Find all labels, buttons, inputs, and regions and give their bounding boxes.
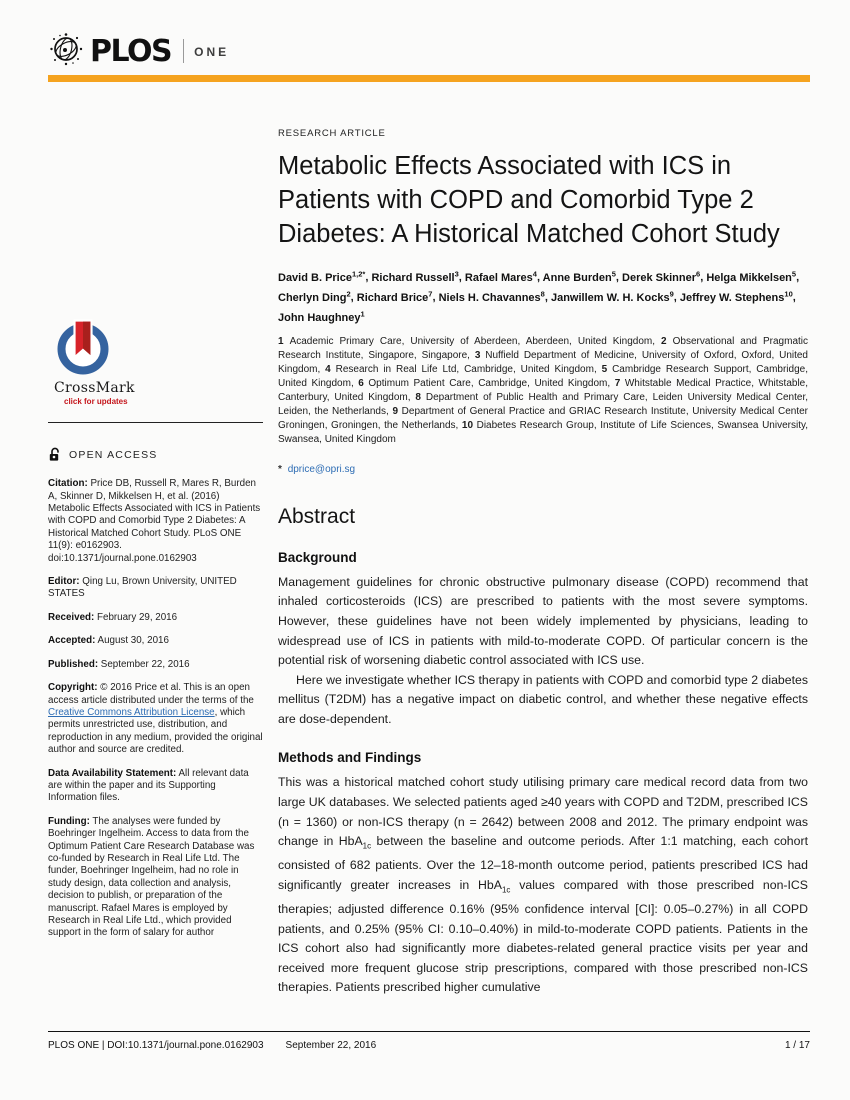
author-affiliation-sup: 5 <box>611 269 616 278</box>
author: Jeffrey W. Stephens$^{10}$ <box>679 289 793 304</box>
open-lock-icon <box>48 447 62 462</box>
author: John Haughney$^1$ <box>278 309 365 324</box>
article-title: Metabolic Effects Associated with ICS in Patients with COPD and Comorbid Type 2 Diabetes: A Historical Matched Cohort Study <box>278 152 780 248</box>
sidebar <box>48 318 263 951</box>
abstract-paragraph: Management guidelines for chronic obstructive pulmonary disease (COPD) recommend that inhaled corticosteroids (ICS) are prescribed to patients with the most severe symptoms. However, these guidelines have not been widely implemented by physicians, leading to widespread use of ICS in patients with mild-to-moderate COPD. Of particular concern is the potential risk of worsening diabetic control associated with ICS use. <box>278 574 808 668</box>
sidebar-entry-label: Received: <box>48 611 95 623</box>
affiliation: 2 Observational and Pragmatic Research Institute, Singapore, Singapore <box>278 336 809 362</box>
abstract-paragraph: Here we investigate whether ICS therapy in patients with COPD and comorbid type 2 diabetes mellitus (T2DM) has a negative impact on diabetic control, and whether these negative effects are dose-dependent. <box>278 672 808 726</box>
article-main <box>278 128 808 998</box>
page-footer <box>48 1040 810 1051</box>
author: Niels H. Chavannes$^8$ <box>438 289 545 304</box>
affiliation: 4 Research in Real Life Ltd, Cambridge, United Kingdom <box>325 364 594 376</box>
footer-page-number: 1 / 17 <box>784 1040 810 1051</box>
sidebar-entry-published: Published: September 22, 2016 <box>48 658 190 670</box>
author-affiliation-sup: 4 <box>532 269 537 278</box>
crossmark-label: CrossMark <box>54 380 135 397</box>
sidebar-entries <box>48 478 263 940</box>
sidebar-entry-label: Copyright: <box>48 682 98 694</box>
affiliation: 7 Whitstable Medical Practice, Whitstable, Canterbury, United Kingdom <box>278 378 809 404</box>
author: Janwillem W. H. Kocks$^9$ <box>550 289 674 304</box>
author-list: David B. Price$^{1,2*}$, Richard Russell$^3$, Rafael Mares$^4$, Anne Burden$^5$, Derek Skinner$^6$, Helga Mikkelsen$^5$, Cherlyn Ding$^2$, Richard Brice$^7$, Niels H. Chavannes$^8$, Janwillem W. H. Kocks$^9$, Jeffrey W. Stephens$^{10}$, John Haughney$^1$ <box>278 269 800 324</box>
author: Richard Brice$^7$ <box>356 289 433 304</box>
cc-license-link[interactable]: Creative Commons Attribution License <box>48 706 215 718</box>
author: Derek Skinner$^6$ <box>622 269 701 284</box>
sidebar-entry-label: Funding: <box>48 815 90 827</box>
affiliation: 8 Department of Public Health and Primary Care, Leiden University Medical Center, Leiden, the Netherlands <box>278 392 809 417</box>
sidebar-entry-data-availability: Data Availability Statement: All relevant data are within the paper and its Supporting Information files. <box>48 767 249 804</box>
sidebar-entry-label: Data Availability Statement: <box>48 767 177 779</box>
footer-date: September 22, 2016 <box>285 1040 377 1051</box>
author: Rafael Mares$^4$ <box>464 269 537 284</box>
author-affiliation-sup: 5 <box>791 269 797 278</box>
author-affiliation-sup: 9 <box>669 289 674 299</box>
affiliation: 10 Diabetes Research Group, Institute of Life Sciences, Swansea University, Swansea, United Kingdom <box>278 419 809 445</box>
affiliation: 1 Academic Primary Care, University of Aberdeen, Aberdeen, United Kingdom <box>278 336 653 348</box>
author: Richard Russell$^3$ <box>371 269 459 284</box>
author-affiliation-sup: 1 <box>360 309 365 319</box>
journal-edition: ONE <box>194 45 230 59</box>
open-access-badge <box>48 447 263 462</box>
abstract-body <box>278 550 808 998</box>
author-affiliation-sup: 3 <box>454 269 459 278</box>
author-affiliation-sup: 7 <box>428 289 433 299</box>
correspondence-marker: * <box>278 463 282 475</box>
affiliation-list: 1 Academic Primary Care, University of Aberdeen, Aberdeen, United Kingdom, 2 Observational and Pragmatic Research Institute, Singapore, Singapore, 3 Nuffield Department of Medicine, University of Oxford, Oxford, United Kingdom, 4 Research in Real Life Ltd, Cambridge, United Kingdom, 5 Cambridge Research Support, Cambridge, United Kingdom, 6 Optimum Patient Care, Cambridge, United Kingdom, 7 Whitstable Medical Practice, Whitstable, Canterbury, United Kingdom, 8 Department of Public Health and Primary Care, Leiden University Medical Center, Leiden, the Netherlands, 9 Department of General Practice and GRIAC Research Institute, University Medical Center Groningen, Groningen, the Netherlands, 10 Diabetes Research Group, Institute of Life Sciences, Swansea University, Swansea, United Kingdom <box>278 336 809 445</box>
affiliation: 9 Department of General Practice and GRIAC Research Institute, University Medical Center Groningen, Groningen, the Netherlands <box>278 406 808 431</box>
plos-wordmark: PLOS <box>90 33 172 69</box>
footer-journal-doi: PLOS ONE | DOI:10.1371/journal.pone.0162903 <box>48 1040 264 1051</box>
crossmark-badge[interactable] <box>54 318 174 408</box>
author: Anne Burden$^5$ <box>542 269 616 284</box>
plos-globe-icon <box>48 31 84 72</box>
abstract-heading: Abstract <box>278 504 356 528</box>
sidebar-entry-citation: Citation: Price DB, Russell R, Mares R, Burden A, Skinner D, Mikkelsen H, et al. (2016) Metabolic Effects Associated with ICS in Patients with COPD and Comorbid Type 2 Diabetes: A Historical Matched Cohort Study. PLoS ONE 11(9): e0162903. doi:10.1371/journal.pone.0162903 <box>48 478 261 564</box>
corresponding-email-link[interactable]: dprice@opri.sg <box>287 463 356 475</box>
sidebar-entry-label: Published: <box>48 658 99 670</box>
author-affiliation-sup: 8 <box>540 289 545 299</box>
sidebar-divider <box>48 422 263 423</box>
sidebar-entry-label: Citation: <box>48 478 88 490</box>
author-affiliation-sup: 2 <box>346 289 351 299</box>
journal-masthead <box>48 30 229 72</box>
sidebar-entry-label: Accepted: <box>48 635 96 647</box>
sidebar-entry-editor: Editor: Qing Lu, Brown University, UNITED STATES <box>48 576 237 600</box>
affiliation: 5 Cambridge Research Support, Cambridge, United Kingdom <box>278 364 808 390</box>
sidebar-entry-accepted: Accepted: August 30, 2016 <box>48 635 169 647</box>
crossmark-icon <box>54 318 112 376</box>
sidebar-entry-received: Received: February 29, 2016 <box>48 611 178 623</box>
affiliation: 6 Optimum Patient Care, Cambridge, United Kingdom <box>358 378 608 390</box>
author: David B. Price$^{1,2*}$ <box>278 269 366 284</box>
footer-divider <box>48 1031 810 1032</box>
author-affiliation-sup: 1,2* <box>351 269 366 278</box>
abstract-section-heading: Background <box>278 549 357 565</box>
author-affiliation-sup: 6 <box>696 269 701 278</box>
open-access-label: OPEN ACCESS <box>69 448 158 461</box>
author: Cherlyn Ding$^2$ <box>278 289 351 304</box>
masthead-divider <box>183 39 184 63</box>
accent-bar <box>48 75 810 82</box>
sidebar-entry-copyright: Copyright: © 2016 Price et al. This is an open access article distributed under the terms of the Creative Commons Attribution License, which permits unrestricted use, distribution, and reproduction in any medium, provided the original author and source are credited. <box>48 682 263 756</box>
author: Helga Mikkelsen$^5$ <box>706 269 797 284</box>
article-kicker: RESEARCH ARTICLE <box>278 128 386 139</box>
affiliation: 3 Nuffield Department of Medicine, University of Oxford, Oxford, United Kingdom <box>278 350 808 376</box>
author-affiliation-sup: 10 <box>784 289 793 299</box>
correspondence-line <box>278 464 808 475</box>
sidebar-entry-label: Editor: <box>48 576 80 588</box>
crossmark-subtitle: click for updates <box>64 396 128 406</box>
sidebar-entry-funding: Funding: The analyses were funded by Boehringer Ingelheim. Access to data from the Optimum Patient Care Research Database was co-funded by Research in Real Life Ltd. The funder, Boehringer Ingelheim, had no role in study design, data collection and analysis, decision to publish, or preparation of the manuscript. Rafael Mares is employed by Research in Real Life Ltd., which provided support in the form of salary for author <box>48 815 255 939</box>
abstract-paragraph: This was a historical matched cohort study utilising primary care medical record data from two large UK databases. We selected patients aged ≥40 years with COPD and T2DM, prescribed ICS (n = 1360) or non-ICS therapy (n = 2642) between 2008 and 2012. The primary endpoint was change in HbA$_{1c}$ between the baseline and outcome periods. After 1:1 matching, each cohort consisted of 682 patients. Over the 12–18-month outcome period, patients prescribed ICS had significantly greater increases in HbA$_{1c}$ values compared with those prescribed non-ICS therapies; adjusted difference 0.16% (95% confidence interval [CI]: 0.05–0.27%) in all COPD patients, and 0.25% (95% CI: 0.10–0.40%) in mild-to-moderate COPD patients. Patients in the ICS cohort also had significantly more diabetes-related general practice visits per year and received more frequent glucose strip prescriptions, compared with those prescribed non-ICS therapies. Patients prescribed higher cumulative <box>278 775 809 995</box>
abstract-section-heading: Methods and Findings <box>278 750 422 766</box>
